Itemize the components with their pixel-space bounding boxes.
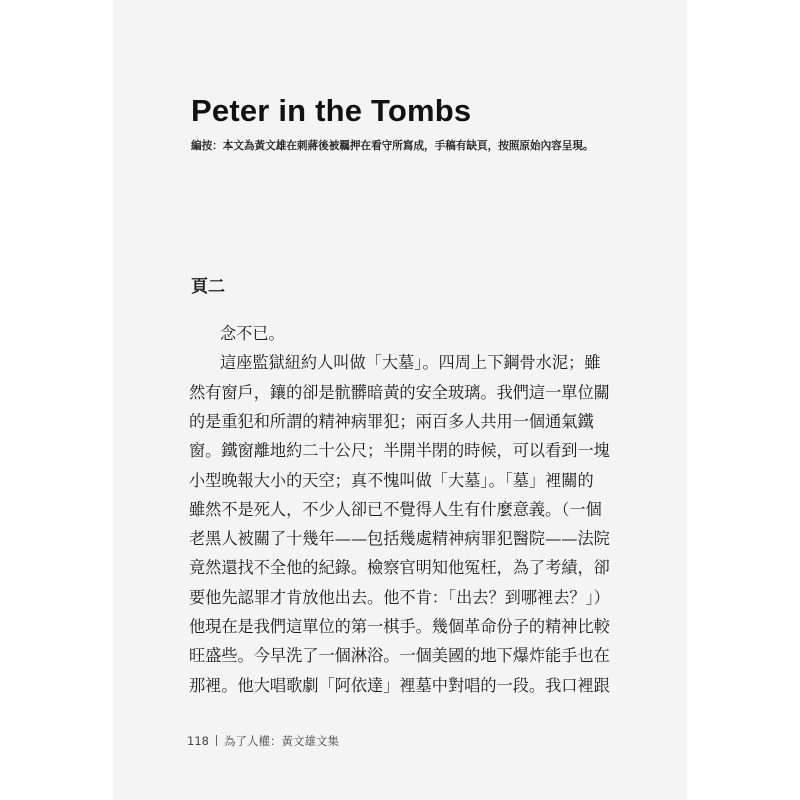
- editor-note: 編按：本文為黃文雄在刺蔣後被羈押在看守所寫成，手稿有缺頁，按照原始內容呈現。: [191, 140, 594, 152]
- body-line: 小型晚報大小的天空；真不愧叫做「大墓」。「墓」裡關的: [189, 470, 594, 490]
- footer-divider: [216, 735, 217, 746]
- body-line: 這座監獄紐約人叫做「大墓」。四周上下鋼骨水泥；雖: [220, 353, 601, 373]
- body-line: 雖然不是死人，不少人卻已不覺得人生有什麼意義。（一個: [189, 499, 602, 519]
- body-line: 的是重犯和所謂的精神病罪犯；兩百多人共用一個通氣鐵: [189, 411, 594, 431]
- section-heading: 頁二: [191, 277, 225, 297]
- body-line: 老黑人被關了十幾年——包括幾處精神病罪犯醫院——法院: [189, 529, 610, 549]
- body-line: 那裡。他大唱歌劇「阿依達」裡墓中對唱的一段。我口裡跟: [189, 675, 610, 695]
- page-footer: [187, 733, 339, 749]
- book-title: 為了人權：黃文雄文集: [223, 734, 339, 748]
- body-line: 旺盛些。今早洗了一個淋浴。一個美國的地下爆炸能手也在: [189, 646, 610, 666]
- body-line: 然有窗戶，鑲的卻是骯髒暗黃的安全玻璃。我們這一單位關: [189, 382, 610, 402]
- page-number: 118: [187, 734, 209, 748]
- body-line: 他現在是我們這單位的第一棋手。幾個革命份子的精神比較: [189, 617, 610, 636]
- page-title: Peter in the Tombs: [191, 93, 472, 128]
- body-line: 要他先認罪才肯放他出去。他不肯：「出去？到哪裡去？」）: [189, 587, 610, 607]
- body-line: 念不已。: [220, 324, 285, 343]
- body-line: 窗。鐵窗離地約二十公尺；半開半閉的時候，可以看到一塊: [189, 441, 610, 461]
- body-line: 竟然還找不全他的紀錄。檢察官明知他冤枉，為了考績，卻: [189, 558, 610, 578]
